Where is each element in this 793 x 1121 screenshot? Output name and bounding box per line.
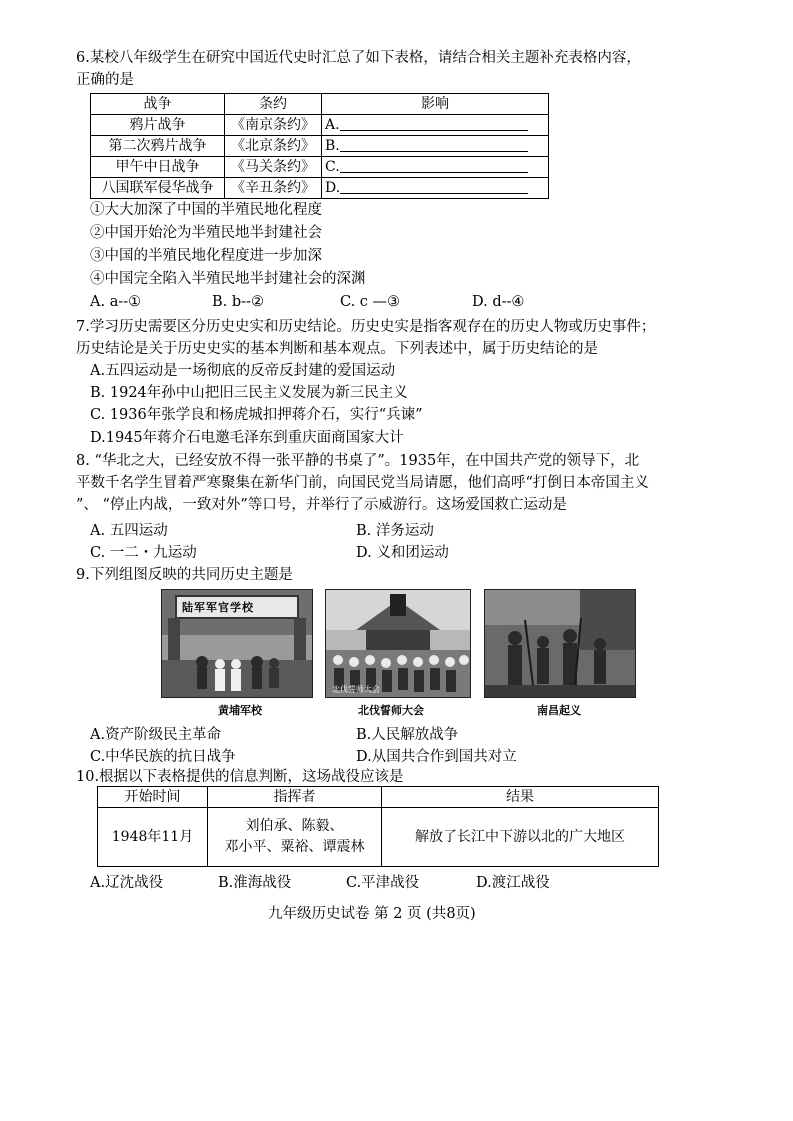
q6-war-cell: 第二次鸦片战争: [91, 136, 225, 157]
q8-stem-line2: 平数千名学生冒着严寒聚集在新华门前，向国民党当局请愿，他们高呼“打倒日本帝国主义: [76, 475, 649, 491]
q7-option-d: D.1945年蒋介石电邀毛泽东到重庆面商国家大计: [90, 430, 404, 446]
q7-stem-line2: 历史结论是关于历史史实的基本判断和基本观点。下列表述中，属于历史结论的是: [76, 341, 598, 357]
northern-expedition-photo: [325, 589, 471, 698]
q6-effect-cell: [322, 136, 549, 157]
nanchang-uprising-caption: 南昌起义: [537, 704, 581, 717]
whampoa-photo: [161, 589, 313, 698]
northern-expedition-illustration: [326, 590, 470, 697]
q6-table-header: [91, 94, 549, 115]
q6-stem-line2: 正确的是: [76, 72, 134, 88]
q6-effect-label: A.: [325, 116, 340, 133]
q6-effect-cell: [322, 178, 549, 199]
q6-header-effect: 影响: [322, 94, 549, 115]
nanchang-uprising-illustration: [485, 590, 635, 697]
q6-effect-cell: [322, 115, 549, 136]
q9-option-d: D.从国共合作到国共对立: [356, 749, 517, 765]
q8-option-a: A. 五四运动: [90, 523, 168, 539]
q7-stem-line1: 7.学习历史需要区分历史史实和历史结论。历史史实是指客观存在的历史人物或历史事件；: [76, 319, 656, 335]
q6-table: [90, 93, 549, 199]
q6-header-war: 战争: [91, 94, 225, 115]
q10-table: [97, 786, 659, 867]
q7-option-b: B. 1924年孙中山把旧三民主义发展为新三民主义: [90, 385, 408, 401]
q6-option-c: C. c —③: [340, 294, 401, 310]
q6-treaty-cell: 《南京条约》: [225, 115, 322, 136]
q8-option-c: C. 一二・九运动: [90, 545, 197, 561]
q10-commanders-line2: 邓小平、粟裕、谭震林: [224, 839, 365, 855]
q10-time-cell: 1948年11月: [98, 808, 208, 867]
q6-treaty-cell: 《马关条约》: [225, 157, 322, 178]
table-row: [91, 115, 549, 136]
page-footer: 九年级历史试卷 第 2 页 (共8页): [268, 906, 476, 922]
answer-blank: [340, 158, 528, 173]
q6-option-a: A. a--①: [90, 294, 142, 310]
northern-expedition-inner-text: 北伐誓师大会: [332, 685, 380, 694]
answer-blank: [340, 179, 528, 194]
q10-option-b: B.淮海战役: [218, 875, 292, 891]
q6-effect-label: D.: [325, 179, 341, 196]
q10-header-time: 开始时间: [98, 787, 208, 808]
q10-commanders-line1: 刘伯承、陈毅、: [245, 818, 344, 834]
q6-war-cell: 八国联军侵华战争: [91, 178, 225, 199]
q6-effect-cell: [322, 157, 549, 178]
q6-war-cell: 鸦片战争: [91, 115, 225, 136]
q6-stem-line1: 6.某校八年级学生在研究中国近代史时汇总了如下表格，请结合相关主题补充表格内容，: [76, 50, 641, 66]
q10-option-a: A.辽沈战役: [90, 875, 164, 891]
q7-option-c: C. 1936年张学良和杨虎城扣押蒋介石，实行“兵谏”: [90, 407, 423, 423]
q6-effect-label: C.: [325, 158, 340, 175]
q6-statement-1: ①大大加深了中国的半殖民地化程度: [90, 202, 322, 218]
q6-war-cell: 甲午中日战争: [91, 157, 225, 178]
q10-commanders-cell: [208, 808, 382, 867]
q10-header-commanders: 指挥者: [208, 787, 382, 808]
q6-statement-3: ③中国的半殖民地化程度进一步加深: [90, 248, 322, 264]
q6-option-b: B. b--②: [212, 294, 264, 310]
q8-option-b: B. 洋务运动: [356, 523, 434, 539]
q9-option-a: A.资产阶级民主革命: [90, 727, 222, 743]
q9-option-c: C.中华民族的抗日战争: [90, 749, 236, 765]
answer-blank: [340, 116, 528, 131]
answer-blank: [340, 137, 528, 152]
q10-stem: 10.根据以下表格提供的信息判断，这场战役应该是: [76, 769, 404, 785]
q10-option-c: C.平津战役: [346, 875, 420, 891]
q10-table-header: [98, 787, 659, 808]
table-row: [98, 808, 659, 867]
q10-option-d: D.渡江战役: [476, 875, 550, 891]
q6-effect-label: B.: [325, 137, 340, 154]
q10-result-cell: 解放了长江中下游以北的广大地区: [382, 808, 659, 867]
q8-stem-line3: ”、 “停止内战，一致对外”等口号，并举行了示威游行。这场爱国救亡运动是: [76, 497, 567, 513]
whampoa-sign-text: 陆军军官学校: [182, 601, 254, 614]
q6-header-treaty: 条约: [225, 94, 322, 115]
table-row: [91, 157, 549, 178]
nanchang-uprising-photo: [484, 589, 636, 698]
q6-statement-4: ④中国完全陷入半殖民地半封建社会的深渊: [90, 271, 366, 287]
q7-option-a: A.五四运动是一场彻底的反帝反封建的爱国运动: [90, 363, 396, 379]
q6-option-d: D. d--④: [472, 294, 525, 310]
q10-header-result: 结果: [382, 787, 659, 808]
q9-stem: 9.下列组图反映的共同历史主题是: [76, 567, 293, 583]
q9-option-b: B.人民解放战争: [356, 727, 459, 743]
q6-treaty-cell: 《北京条约》: [225, 136, 322, 157]
q6-statement-2: ②中国开始沦为半殖民地半封建社会: [90, 225, 322, 241]
table-row: [91, 178, 549, 199]
whampoa-caption: 黄埔军校: [218, 704, 262, 717]
q6-treaty-cell: 《辛丑条约》: [225, 178, 322, 199]
table-row: [91, 136, 549, 157]
q8-stem-line1: 8. “华北之大，已经安放不得一张平静的书桌了”。1935年，在中国共产党的领导下，北: [76, 453, 640, 469]
northern-expedition-caption: 北伐誓师大会: [358, 704, 424, 717]
q8-option-d: D. 义和团运动: [356, 545, 449, 561]
